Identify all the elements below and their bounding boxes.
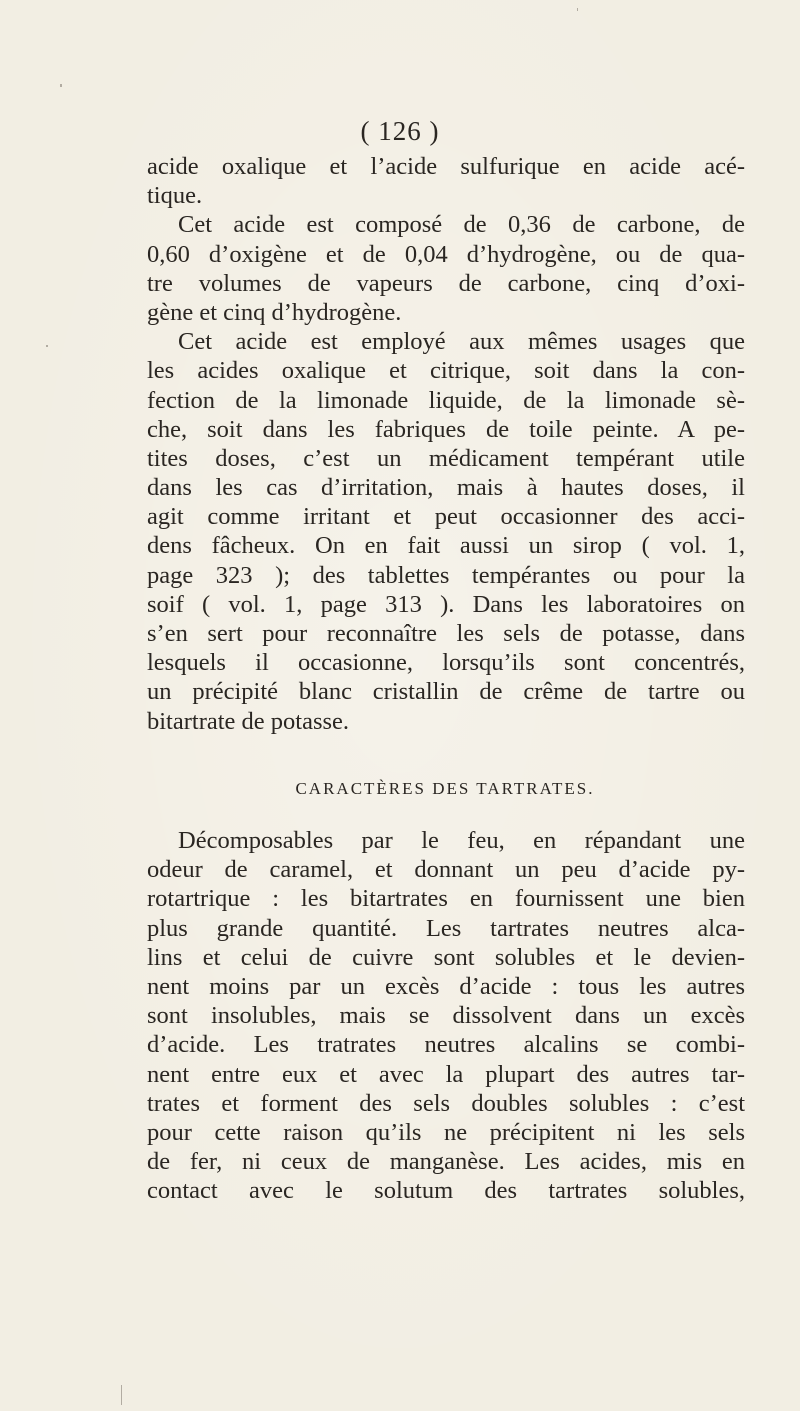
text-line: acide oxalique et l’acide sulfurique en acide acé- [147, 153, 745, 180]
text-line: trates et forment des sels doubles solubles : c’est [147, 1089, 745, 1117]
text-line: bitartrate de potasse. [147, 707, 350, 735]
text-line: contact avec le solutum des tartrates solubles, [147, 1177, 745, 1205]
text-line: Décomposables par le feu, en répandant une [178, 827, 745, 854]
text-line: Cet acide est employé aux mêmes usages que [178, 328, 745, 356]
text-line: page 323 ); des tablettes tempérantes ou pour la [147, 561, 745, 589]
text-line: fection de la limonade liquide, de la limonade sè- [147, 386, 745, 414]
text-line: un précipité blanc cristallin de crême de tartre ou [147, 678, 745, 706]
text-line: tre volumes de vapeurs de carbone, cinq d’oxi- [147, 269, 745, 297]
paper-speck [46, 345, 48, 347]
page-number: ( 126 ) [360, 116, 440, 146]
text-line: odeur de caramel, et donnant un peu d’acide py- [147, 856, 745, 884]
section-heading: CARACTÈRES DES TARTRATES. [295, 779, 595, 798]
text-line: 0,60 d’oxigène et de 0,04 d’hydrogène, ou de qua- [147, 240, 745, 268]
text-line: de fer, ni ceux de manganèse. Les acides, mis en [147, 1148, 745, 1176]
text-line: gène et cinq d’hydrogène. [147, 298, 402, 326]
text-block-upper [147, 152, 745, 736]
text-line: Cet acide est composé de 0,36 de carbone, de [178, 211, 745, 239]
text-line: sont insolubles, mais se dissolvent dans un excès [147, 1002, 745, 1030]
text-line: tites doses, c’est un médicament tempérant utile [147, 444, 745, 472]
text-line: rotartrique : les bitartrates en fournissent une bien [147, 885, 745, 913]
text-line: les acides oxalique et citrique, soit dans la con- [147, 357, 745, 385]
text-line: soif ( vol. 1, page 313 ). Dans les laboratoires on [147, 590, 745, 618]
text-line: agit comme irritant et peut occasionner des acci- [147, 503, 745, 531]
text-line: nent moins par un excès d’acide : tous les autres [147, 972, 745, 1000]
paper-speck [121, 1385, 122, 1405]
paper-speck [60, 84, 62, 87]
text-line: pour cette raison qu’ils ne précipitent ni les sels [147, 1118, 745, 1146]
text-block-lower [147, 826, 745, 1205]
text-line: lins et celui de cuivre sont solubles et le devien- [147, 943, 745, 971]
text-line: d’acide. Les tratrates neutres alcalins se combi- [147, 1031, 745, 1059]
text-line: dans les cas d’irritation, mais à hautes doses, il [147, 474, 745, 502]
text-line: che, soit dans les fabriques de toile peinte. A pe- [147, 415, 745, 443]
text-line: nent entre eux et avec la plupart des autres tar- [147, 1060, 745, 1088]
text-line: lesquels il occasionne, lorsqu’ils sont concentrés, [147, 649, 745, 677]
text-line: tique. [147, 182, 203, 210]
text-line: plus grande quantité. Les tartrates neutres alca- [147, 914, 745, 942]
text-line: dens fâcheux. On en fait aussi un sirop ( vol. 1, [147, 532, 745, 560]
paper-speck [577, 8, 578, 11]
text-line: s’en sert pour reconnaître les sels de potasse, dans [147, 620, 745, 647]
